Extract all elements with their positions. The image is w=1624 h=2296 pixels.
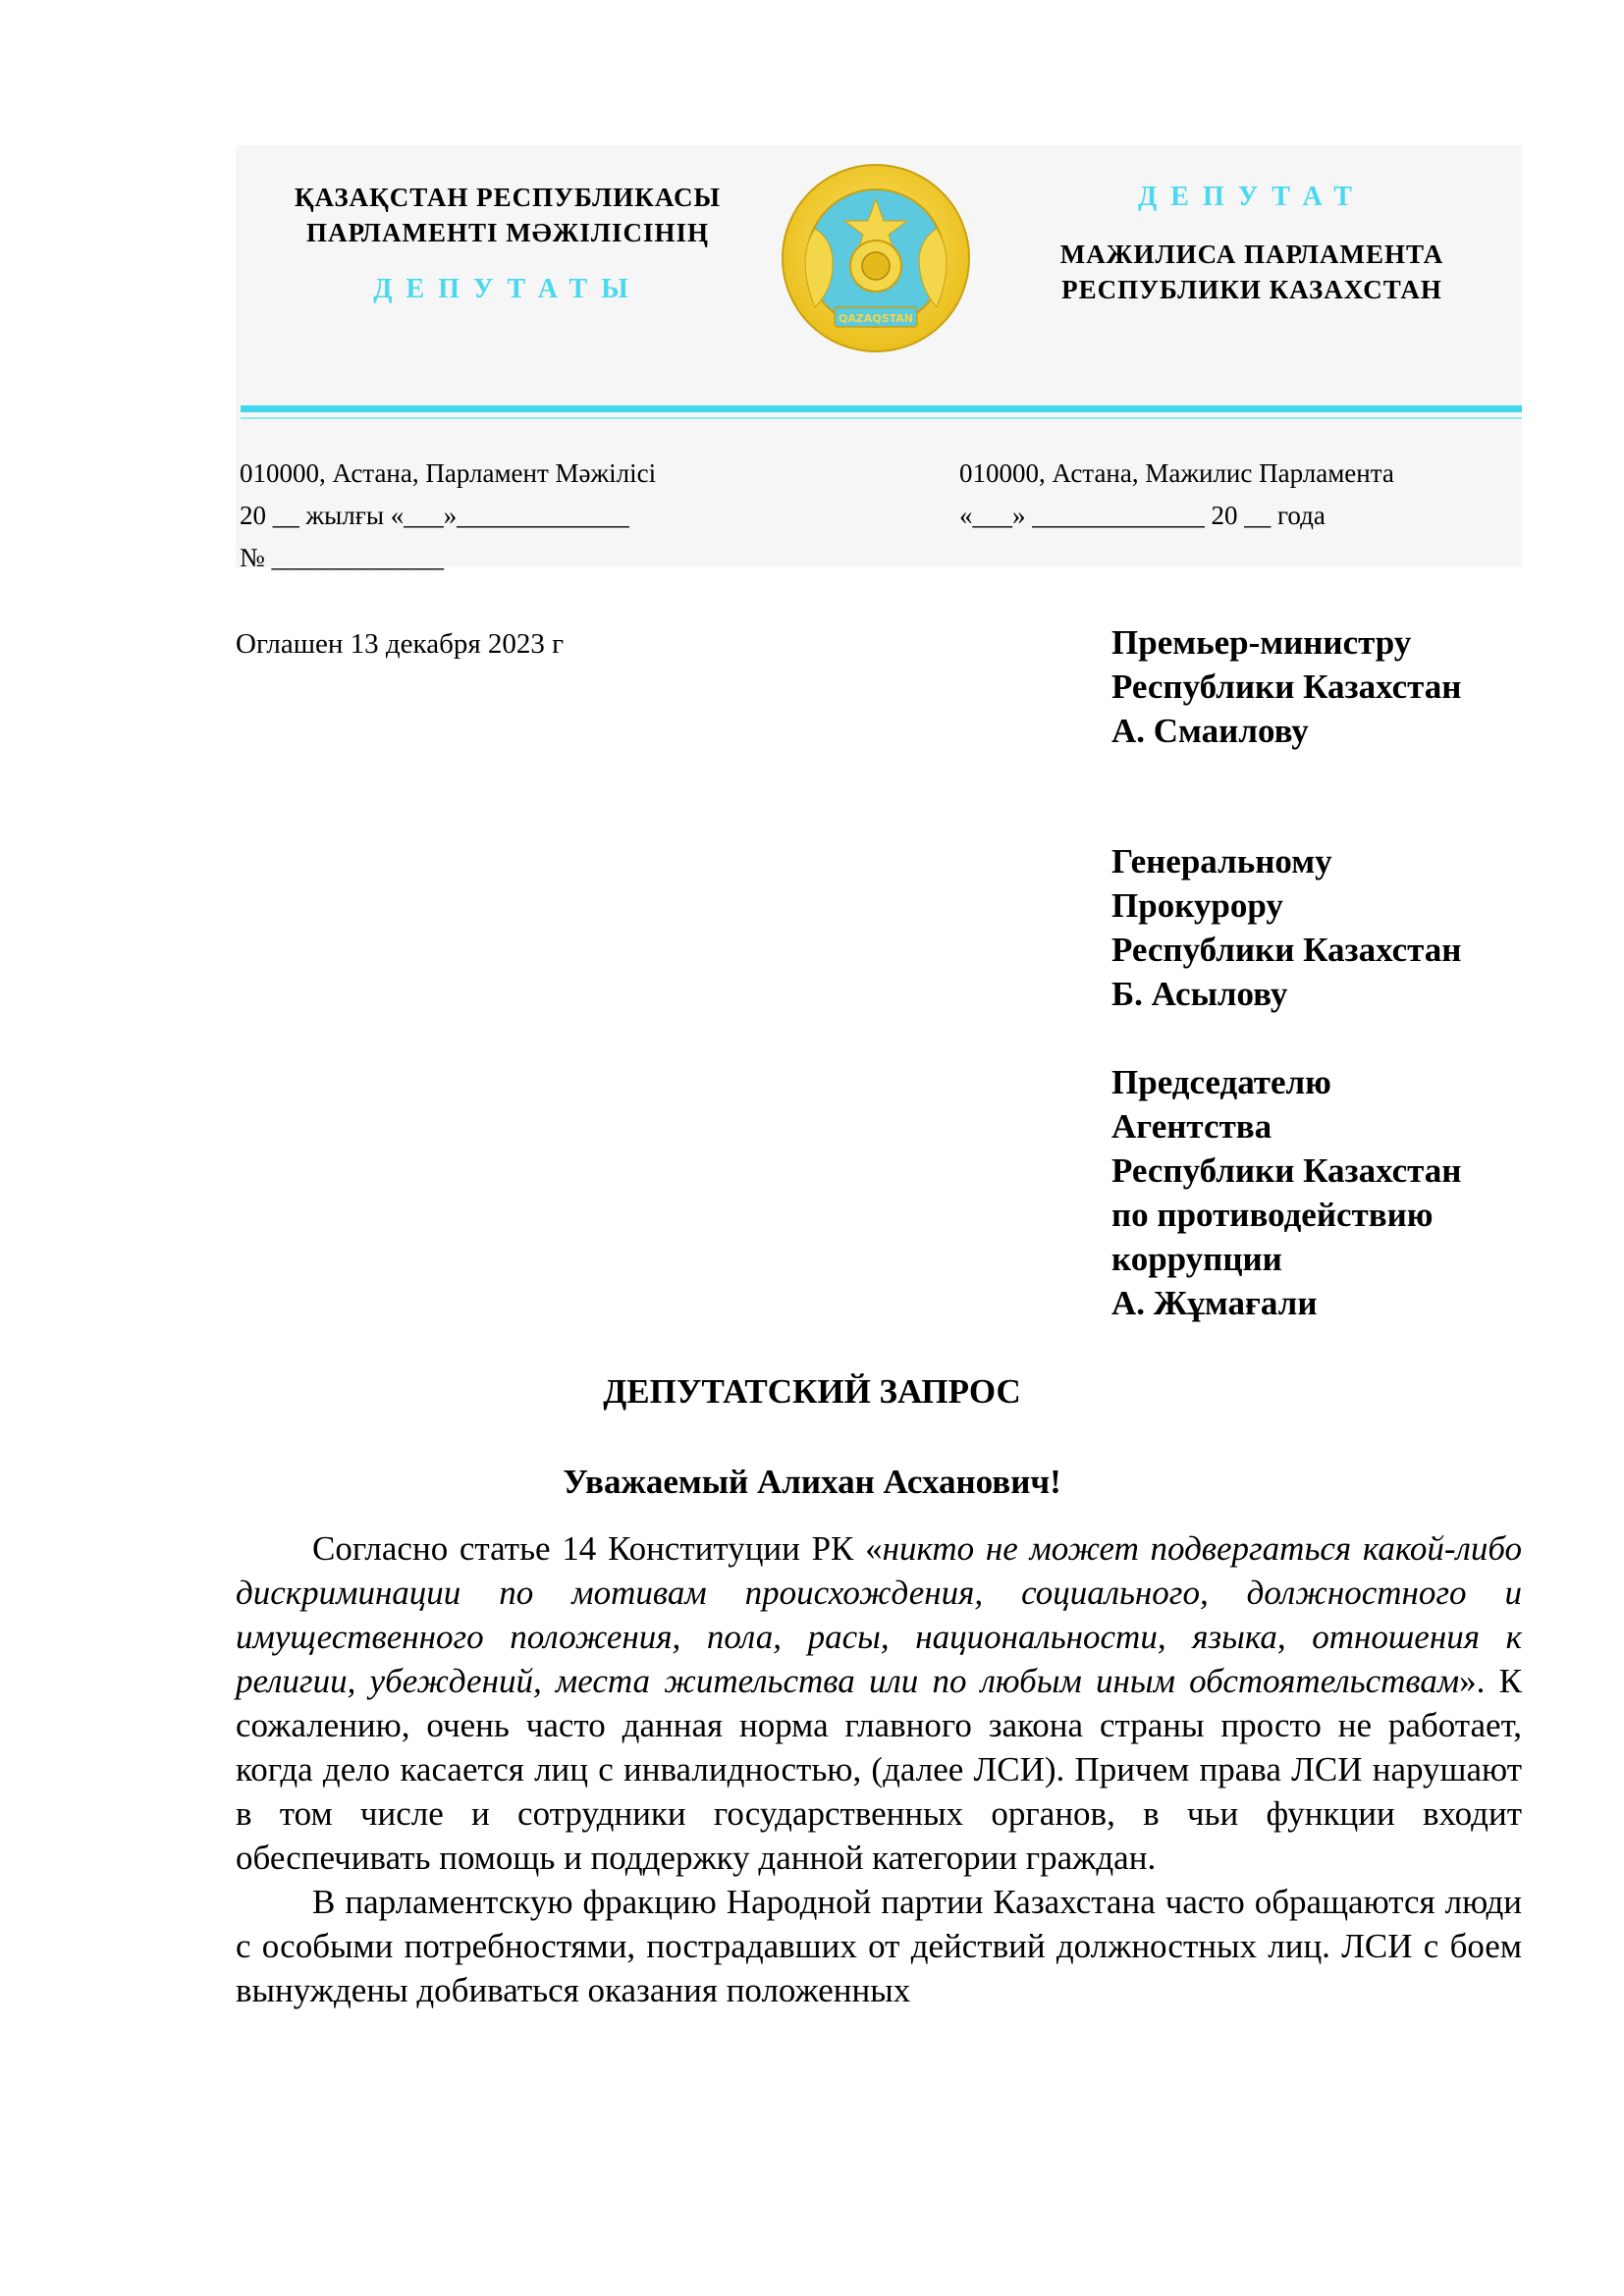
greeting: Уважаемый Алихан Асханович! xyxy=(563,1463,1061,1501)
letterhead-left-line1: ҚАЗАҚСТАН РЕСПУБЛИКАСЫ xyxy=(294,183,721,212)
addressee-prosecutor-general xyxy=(1111,839,1524,1016)
letterhead-rule-thick xyxy=(241,405,1522,412)
letterhead-right-line1: МАЖИЛИСА ПАРЛАМЕНТА xyxy=(1059,240,1444,269)
address-right-line: «___» _____________ 20 __ года xyxy=(959,501,1326,530)
addressee-line: А. Жұмағали xyxy=(1111,1284,1318,1322)
constitution-quote: никто не может подвергаться какой-либо дискриминации по мотивам происхождения, социального, должностного и имущественного положения, пола, расы, национальности, языка, отношения к религии, убеждений, места жительства или по любым иным обстоятельствам xyxy=(236,1529,1522,1700)
body-text xyxy=(236,1526,1522,2012)
announced-date: Оглашен 13 декабря 2023 г xyxy=(236,628,565,660)
letterhead-right-deputy: ДЕПУТАТ xyxy=(1138,182,1366,212)
letterhead-right-block xyxy=(1026,180,1478,307)
addressee-line: Республики Казахстан xyxy=(1111,1151,1462,1190)
paragraph-1-suffix: ». К сожалению, очень часто данная норма главного закона страны просто не работает, когда дело касается лиц с инвалидностью, (далее ЛСИ). Причем права ЛСИ нарушают в том числе и сотрудники государственных органов, в чьи функции входит обеспечивать помощь и поддержку данной категории граждан. xyxy=(236,1662,1522,1877)
letterhead-rule-thin xyxy=(241,417,1522,419)
paragraph-1-prefix: Согласно статье 14 Конституции РК « xyxy=(312,1529,883,1568)
address-left-line: № _____________ xyxy=(240,543,445,572)
state-emblem-icon xyxy=(776,160,977,356)
addressee-line: А. Смаилову xyxy=(1111,712,1309,750)
addressee-line: Прокурору xyxy=(1111,886,1283,925)
addressee-line: по противодействию xyxy=(1111,1196,1434,1234)
addressee-line: Генеральному xyxy=(1111,842,1332,881)
address-left-line: 010000, Астана, Парламент Мәжілісі xyxy=(240,458,657,488)
letterhead-left-deputy: ДЕПУТАТЫ xyxy=(373,274,642,304)
letterhead-left-block xyxy=(257,180,758,307)
addressee-anticorruption-agency xyxy=(1111,1060,1524,1325)
address-left-line: 20 __ жылғы «___»_____________ xyxy=(240,501,629,530)
paragraph-2: В парламентскую фракцию Народной партии Казахстана часто обращаются люди с особыми потребностями, пострадавших от действий должностных лиц. ЛСИ с боем вынуждены добиваться оказания положенных xyxy=(236,1883,1522,2009)
address-left xyxy=(240,453,731,579)
addressee-line: Б. Асылову xyxy=(1111,975,1288,1013)
addressee-line: коррупции xyxy=(1111,1240,1282,1278)
letterhead-left-line2: ПАРЛАМЕНТІ МӘЖІЛІСІНІҢ xyxy=(305,218,710,247)
addressee-line: Республики Казахстан xyxy=(1111,931,1462,969)
paragraph-1 xyxy=(236,1526,1522,1880)
addressee-line: Агентства xyxy=(1111,1107,1272,1146)
addressee-prime-minister xyxy=(1111,620,1524,753)
emblem-text: QAZAQSTAN xyxy=(839,312,913,325)
addressee-line: Республики Казахстан xyxy=(1111,667,1462,706)
addressee-line: Председателю xyxy=(1111,1063,1331,1101)
addressee-line: Премьер-министру xyxy=(1111,623,1412,662)
address-right xyxy=(959,453,1489,537)
letterhead-right-line2: РЕСПУБЛИКИ КАЗАХСТАН xyxy=(1061,275,1442,304)
document-title: ДЕПУТАТСКИЙ ЗАПРОС xyxy=(603,1372,1021,1411)
address-right-line: 010000, Астана, Мажилис Парламента xyxy=(959,458,1394,488)
